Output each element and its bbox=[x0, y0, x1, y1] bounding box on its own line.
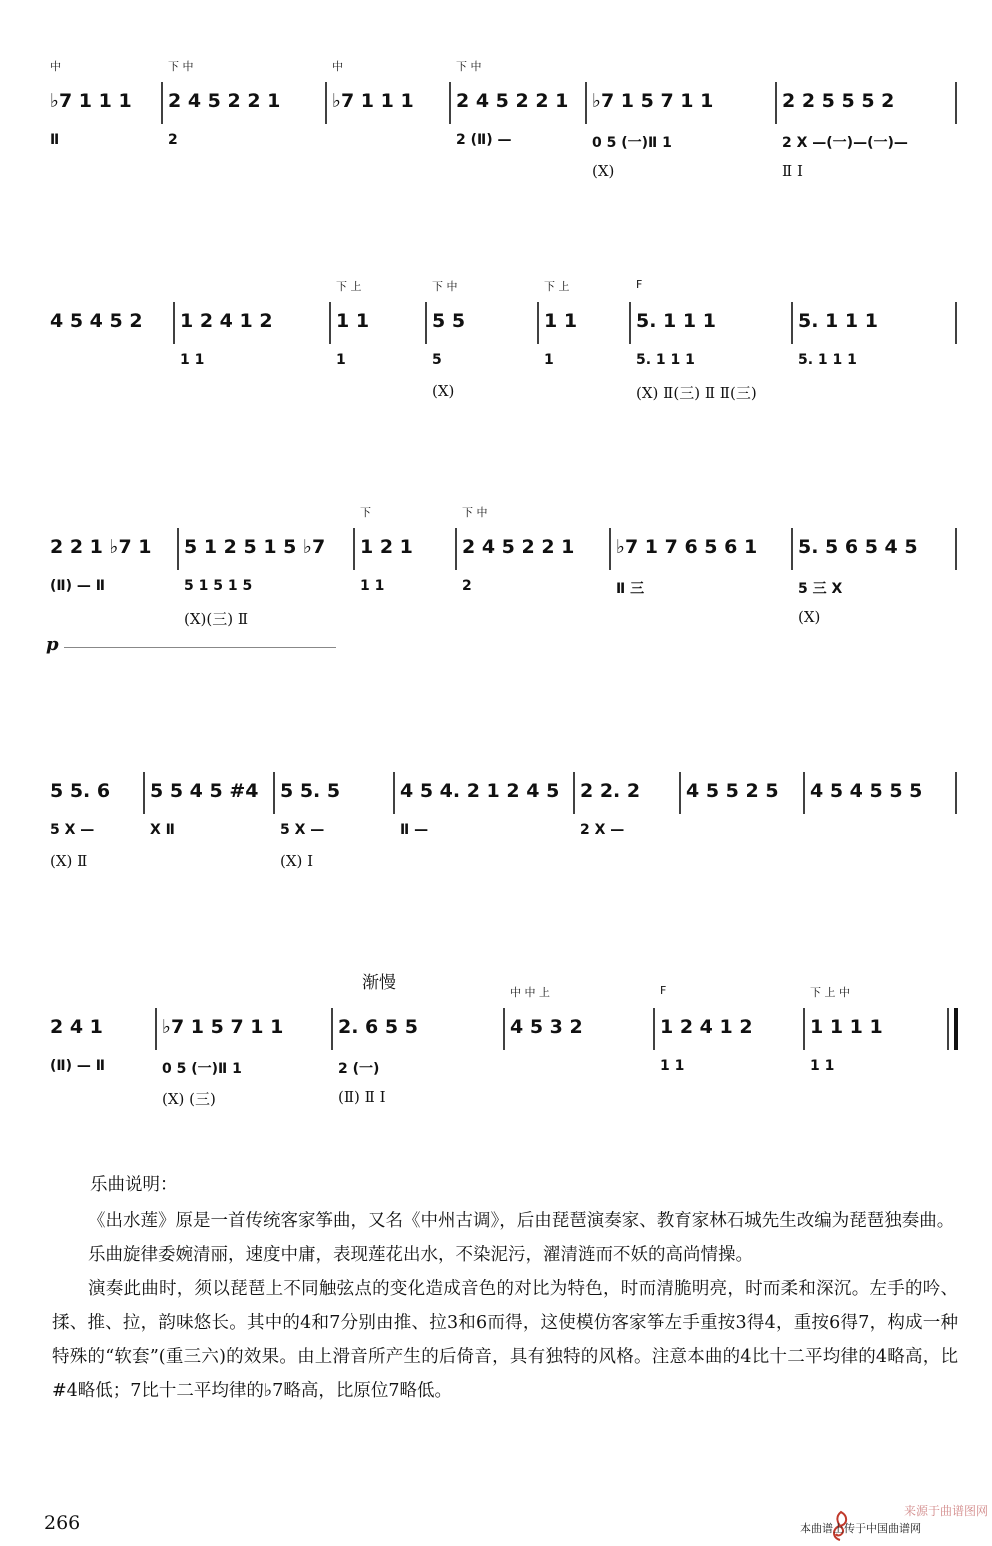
melody-notes: 1 1 bbox=[544, 310, 578, 332]
melody-notes: 5 1 2 5 1 5 ♭7 bbox=[184, 536, 326, 558]
bass-notes: 2 X — bbox=[580, 822, 625, 838]
notes-heading: 乐曲说明： bbox=[90, 1175, 178, 1195]
fingering-mark: 下 bbox=[360, 506, 371, 519]
score-system bbox=[44, 498, 958, 655]
notes-paragraph-3: 演奏此曲时，须以琵琶上不同触弦点的变化造成音色的对比为特色，时而清脆明亮，时而柔和深沉。左手的吟、揉、推、拉，韵味悠长。其中的4和7分别由推、拉3和6而得，这使模仿客家筝左手重按3得4，重按6得7，构成一种特殊的“软套”(重三六)的效果。由上滑音所产生的后倚音，具有独特的风格。注意本曲的4比十二平均律的4略高，比#4略低；7比十二平均律的♭7略高，比原位7略低。 bbox=[52, 1279, 958, 1401]
string-indicator: (X) bbox=[798, 608, 821, 626]
bass-notes: (Ⅱ) — Ⅱ bbox=[50, 1058, 105, 1074]
string-indicator: (X) Ⅱ(三) Ⅱ Ⅱ(三) bbox=[636, 384, 757, 402]
bass-notes: 0 5 (一)Ⅱ 1 bbox=[162, 1061, 242, 1077]
string-indicator: (X)(三) Ⅱ bbox=[184, 610, 249, 628]
fingering-mark: F bbox=[636, 278, 643, 291]
bass-notes: 5 X — bbox=[50, 822, 95, 838]
fingering-mark: 中 bbox=[332, 60, 343, 73]
fingering-mark: F bbox=[660, 984, 667, 997]
fingering-mark: 下 上 bbox=[544, 280, 570, 293]
score-system bbox=[44, 978, 958, 1128]
fingering-mark: 下 中 bbox=[462, 506, 488, 519]
bass-notes: 1 1 bbox=[180, 352, 205, 368]
melody-notes: 1 2 4 1 2 bbox=[660, 1016, 753, 1038]
melody-notes: 1 1 1 1 bbox=[810, 1016, 883, 1038]
page-number: 266 bbox=[44, 1512, 81, 1534]
bar-lines bbox=[44, 498, 958, 648]
melody-notes: 2 4 5 2 2 1 bbox=[456, 90, 569, 112]
bass-notes: 2 bbox=[168, 132, 178, 148]
bass-notes: 0 5 (一)Ⅱ 1 bbox=[592, 135, 672, 151]
string-indicator: (X) Ⅰ bbox=[280, 852, 314, 870]
notes-paragraph-1: 《出水莲》原是一首传统客家筝曲，又名《中州古调》，后由琵琶演奏家、教育家林石城先生改编为琵琶独奏曲。 bbox=[88, 1211, 955, 1231]
melody-notes: 4 5 4 5 2 bbox=[50, 310, 143, 332]
bass-notes: 2 bbox=[462, 578, 472, 594]
melody-notes: 5 5. 6 bbox=[50, 780, 111, 802]
bass-notes: 5 bbox=[432, 352, 442, 368]
melody-notes: 4 5 3 2 bbox=[510, 1016, 583, 1038]
bass-notes: Ⅱ bbox=[50, 132, 60, 148]
melody-notes: 5. 1 1 1 bbox=[798, 310, 878, 332]
fingering-mark: 下 中 bbox=[168, 60, 194, 73]
bass-notes: 5. 1 1 1 bbox=[636, 352, 695, 368]
fingering-mark: 下 上 中 bbox=[810, 986, 850, 999]
upload-footer: 本曲谱上传于中国曲谱网 bbox=[800, 1522, 921, 1535]
tempo-mark: 渐慢 bbox=[362, 973, 396, 993]
melody-notes: 2 2 1 ♭7 1 bbox=[50, 536, 152, 558]
bass-notes: 5 1 5 1 5 bbox=[184, 578, 253, 594]
bar-lines bbox=[44, 52, 958, 202]
fingering-mark: 中 bbox=[50, 60, 61, 73]
string-indicator: (Ⅱ) Ⅱ Ⅰ bbox=[338, 1088, 386, 1106]
melody-notes: 2 4 5 2 2 1 bbox=[462, 536, 575, 558]
notes-paragraph-2: 乐曲旋律委婉清丽，速度中庸，表现莲花出水，不染泥污，濯清涟而不妖的高尚情操。 bbox=[88, 1245, 753, 1265]
melody-notes: ♭7 1 5 7 1 1 bbox=[162, 1016, 284, 1038]
string-indicator: (X) Ⅱ bbox=[50, 852, 88, 870]
music-notes-section bbox=[52, 1168, 958, 1408]
fingering-mark: 下 上 bbox=[336, 280, 362, 293]
melody-notes: 5. 5 6 5 4 5 bbox=[798, 536, 918, 558]
score-system bbox=[44, 52, 958, 202]
string-indicator: (X) (三) bbox=[162, 1090, 216, 1108]
melody-notes: ♭7 1 7 6 5 6 1 bbox=[616, 536, 758, 558]
bass-notes: 2 (Ⅱ) — bbox=[456, 132, 512, 148]
melody-notes: ♭7 1 1 1 bbox=[332, 90, 414, 112]
melody-notes: 1 1 bbox=[336, 310, 370, 332]
melody-notes: 2 2. 2 bbox=[580, 780, 641, 802]
bass-notes: 1 bbox=[336, 352, 346, 368]
bar-lines bbox=[44, 742, 958, 892]
bass-notes: X Ⅱ bbox=[150, 822, 175, 838]
melody-notes: 1 2 4 1 2 bbox=[180, 310, 273, 332]
bass-notes: 5 X — bbox=[280, 822, 325, 838]
bar-lines bbox=[44, 272, 958, 422]
string-indicator: (X) bbox=[592, 162, 615, 180]
bass-notes: 1 1 bbox=[360, 578, 385, 594]
melody-notes: 5. 1 1 1 bbox=[636, 310, 716, 332]
melody-notes: 5 5. 5 bbox=[280, 780, 341, 802]
melody-notes: 4 5 5 2 5 bbox=[686, 780, 779, 802]
bass-notes: 5. 1 1 1 bbox=[798, 352, 857, 368]
score-system bbox=[44, 742, 958, 892]
dynamic-mark: p bbox=[46, 634, 59, 655]
string-indicator: Ⅱ Ⅰ bbox=[782, 162, 803, 180]
bass-notes: 5 三 X bbox=[798, 581, 843, 597]
melody-notes: 5 5 4 5 #4 bbox=[150, 780, 259, 802]
bass-notes: (Ⅱ) — Ⅱ bbox=[50, 578, 105, 594]
melody-notes: 2 4 1 bbox=[50, 1016, 103, 1038]
bass-notes: 1 bbox=[544, 352, 554, 368]
score-system bbox=[44, 272, 958, 422]
bass-notes: Ⅱ 三 bbox=[616, 581, 645, 597]
melody-notes: 2. 6 5 5 bbox=[338, 1016, 418, 1038]
fingering-mark: 中 中 上 bbox=[510, 986, 550, 999]
melody-notes: 5 5 bbox=[432, 310, 466, 332]
melody-notes: ♭7 1 5 7 1 1 bbox=[592, 90, 714, 112]
melody-notes: ♭7 1 1 1 bbox=[50, 90, 132, 112]
source-watermark: 来源于曲谱图网 bbox=[903, 1504, 988, 1518]
bass-notes: 1 1 bbox=[810, 1058, 835, 1074]
melody-notes: 4 5 4 5 5 5 bbox=[810, 780, 923, 802]
melody-notes: 1 2 1 bbox=[360, 536, 413, 558]
fingering-mark: 下 中 bbox=[456, 60, 482, 73]
bass-notes: 1 1 bbox=[660, 1058, 685, 1074]
melody-notes: 4 5 4. 2 1 2 4 5 bbox=[400, 780, 560, 802]
melody-notes: 2 2 5 5 5 2 bbox=[782, 90, 895, 112]
fingering-mark: 下 中 bbox=[432, 280, 458, 293]
bass-notes: 2 (一) bbox=[338, 1061, 380, 1077]
bass-notes: Ⅱ — bbox=[400, 822, 429, 838]
bass-notes: 2 X —(一)—(一)— bbox=[782, 135, 908, 151]
string-indicator: (X) bbox=[432, 382, 455, 400]
melody-notes: 2 4 5 2 2 1 bbox=[168, 90, 281, 112]
